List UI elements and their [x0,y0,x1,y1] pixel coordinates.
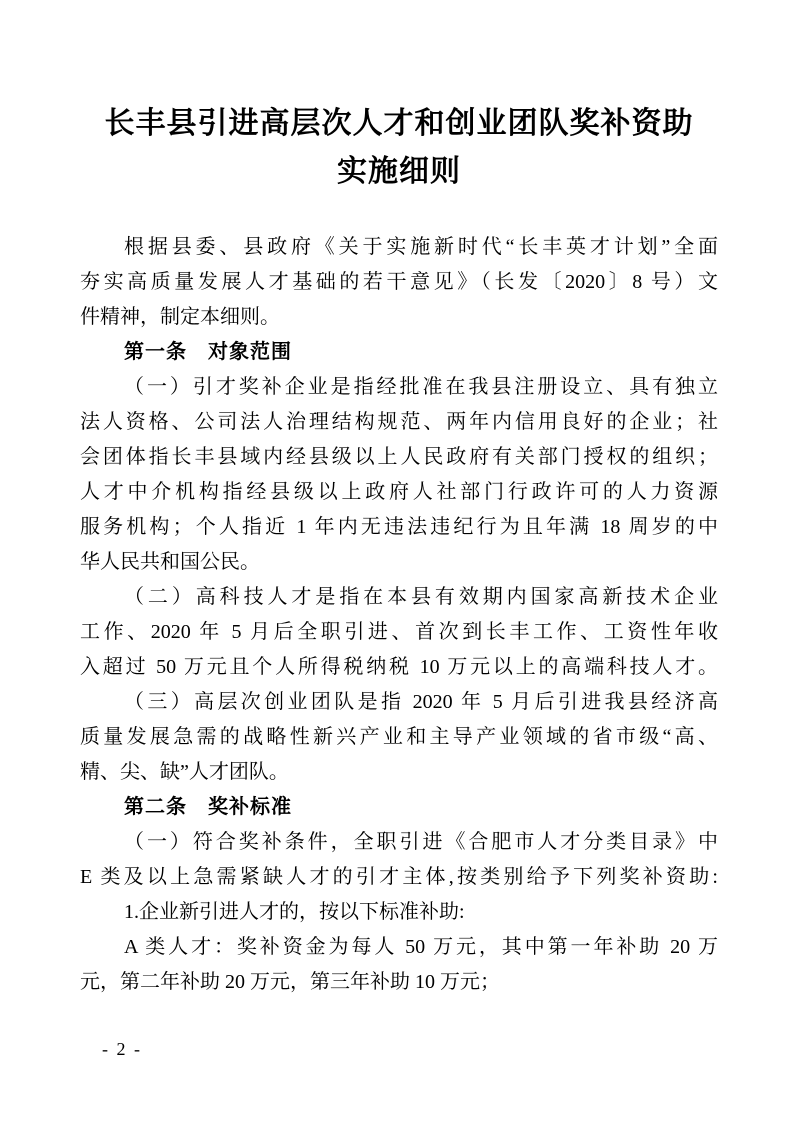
document-line: 夯实高质量发展人才基础的若干意见》（长发〔2020〕8 号）文 [80,271,718,293]
document-line: 工作、2020 年 5 月后全职引进、首次到长丰工作、工资性年收 [80,621,718,643]
document-line: 服务机构；个人指近 1 年内无违法违纪行为且年满 18 周岁的中 [80,516,718,538]
document-line: 元，第二年补助 20 万元，第三年补助 10 万元； [80,971,500,993]
document-line: 质量发展急需的战略性新兴产业和主导产业领域的省市级“高、 [80,726,718,748]
document-line: 法人资格、公司法人治理结构规范、两年内信用良好的企业；社 [80,411,718,433]
document-line: A 类人才：奖补资金为每人 50 万元，其中第一年补助 20 万 [124,936,718,958]
document-line: 精、尖、缺”人才团队。 [80,761,289,783]
document-title-line2: 实施细则 [337,155,461,188]
document-line: 人才中介机构指经县级以上政府人社部门行政许可的人力资源 [80,481,718,503]
document-body [80,230,718,1000]
page-number: - 2 - [102,1039,142,1059]
document-line: 华人民共和国公民。 [80,551,260,573]
document-line: 件精神，制定本细则。 [80,306,280,328]
document-line: （一）引才奖补企业是指经批准在我县注册设立、具有独立 [124,376,718,398]
document-line: 入超过 50 万元且个人所得税纳税 10 万元以上的高端科技人才。 [80,656,718,678]
document-line: （一）符合奖补条件，全职引进《合肥市人才分类目录》中 [124,831,718,853]
section-heading: 第一条 对象范围 [124,341,292,363]
document-line: E 类及以上急需紧缺人才的引才主体,按类别给予下列奖补资助: [80,866,718,888]
document-title-line1: 长丰县引进高层次人才和创业团队奖补资助 [104,107,694,140]
document-line: 会团体指长丰县域内经县级以上人民政府有关部门授权的组织； [80,446,718,468]
document-line: （三）高层次创业团队是指 2020 年 5 月后引进我县经济高 [124,691,718,713]
document-line: 根据县委、县政府《关于实施新时代“长丰英才计划”全面 [124,236,718,258]
document-line: （二）高科技人才是指在本县有效期内国家高新技术企业 [124,586,718,608]
document-content-area [80,0,718,1000]
section-heading: 第二条 奖补标准 [124,796,292,818]
document-line: 1.企业新引进人才的，按以下标准补助: [124,901,465,923]
document-title [80,100,718,196]
